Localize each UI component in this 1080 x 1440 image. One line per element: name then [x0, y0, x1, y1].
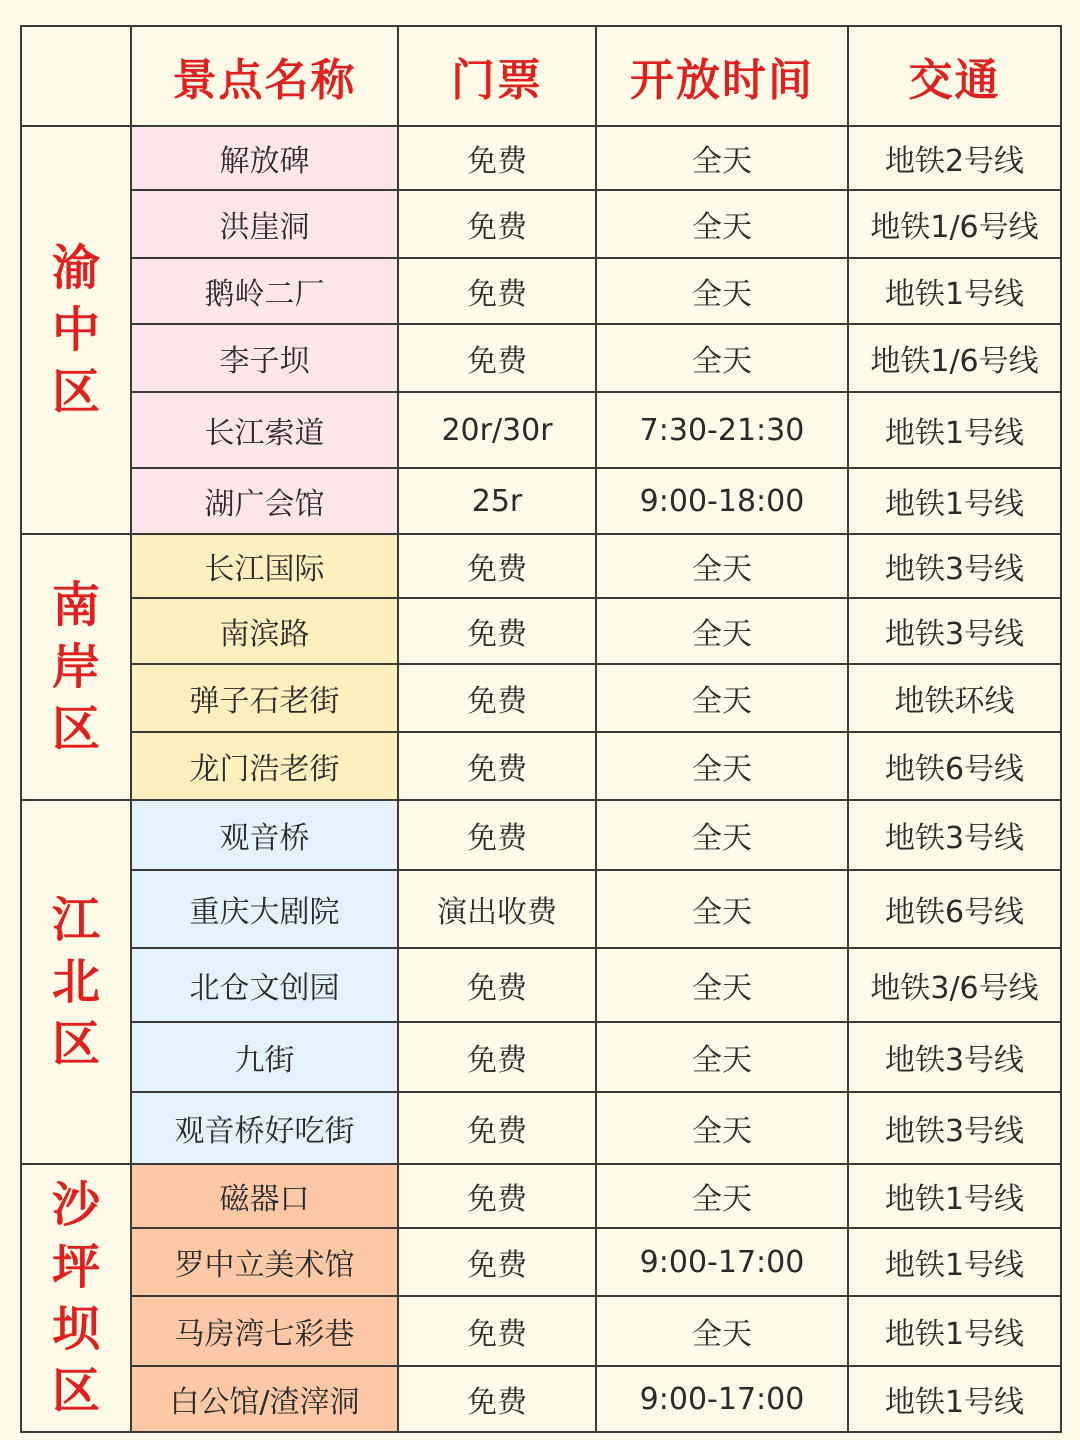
ticket-cell: 免费 — [398, 324, 596, 392]
ticket-cell: 免费 — [398, 1164, 596, 1228]
table-row — [21, 258, 1061, 324]
opening-hours-cell: 全天 — [596, 1092, 848, 1164]
attraction-name-cell: 罗中立美术馆 — [131, 1228, 398, 1296]
opening-hours-cell: 全天 — [596, 800, 848, 870]
district-label — [21, 800, 131, 1164]
transit-cell: 地铁3号线 — [848, 800, 1061, 870]
table-row — [21, 870, 1061, 948]
transit-cell: 地铁1号线 — [848, 1164, 1061, 1228]
district-label — [21, 126, 131, 534]
ticket-cell: 免费 — [398, 598, 596, 664]
ticket-cell: 免费 — [398, 948, 596, 1022]
opening-hours-cell: 全天 — [596, 732, 848, 800]
district-name: 渝中区 — [51, 240, 100, 420]
attraction-name-cell: 白公馆/渣滓洞 — [131, 1366, 398, 1432]
ticket-cell: 免费 — [398, 732, 596, 800]
transit-cell: 地铁3号线 — [848, 598, 1061, 664]
opening-hours-cell: 全天 — [596, 948, 848, 1022]
attraction-name-cell: 磁器口 — [131, 1164, 398, 1228]
header-transit: 交通 — [848, 26, 1061, 126]
table-row — [21, 948, 1061, 1022]
opening-hours-cell: 9:00-17:00 — [596, 1228, 848, 1296]
ticket-cell: 免费 — [398, 1366, 596, 1432]
opening-hours-cell: 全天 — [596, 258, 848, 324]
attraction-name-cell: 北仓文创园 — [131, 948, 398, 1022]
transit-cell: 地铁2号线 — [848, 126, 1061, 190]
transit-cell: 地铁3号线 — [848, 1022, 1061, 1092]
attraction-name-cell: 观音桥好吃街 — [131, 1092, 398, 1164]
district-name: 南岸区 — [51, 577, 100, 757]
opening-hours-cell: 全天 — [596, 664, 848, 732]
attraction-name-cell: 鹅岭二厂 — [131, 258, 398, 324]
opening-hours-cell: 9:00-17:00 — [596, 1366, 848, 1432]
table-row — [21, 1022, 1061, 1092]
opening-hours-cell: 全天 — [596, 126, 848, 190]
table-row — [21, 1228, 1061, 1296]
district-name: 沙坪坝区 — [51, 1177, 100, 1419]
opening-hours-cell: 全天 — [596, 1022, 848, 1092]
opening-hours-cell: 全天 — [596, 870, 848, 948]
ticket-cell: 免费 — [398, 190, 596, 258]
header-district — [21, 26, 131, 126]
ticket-cell: 免费 — [398, 1228, 596, 1296]
transit-cell: 地铁环线 — [848, 664, 1061, 732]
transit-cell: 地铁1号线 — [848, 258, 1061, 324]
attraction-name-cell: 长江索道 — [131, 392, 398, 468]
transit-cell: 地铁3号线 — [848, 1092, 1061, 1164]
ticket-cell: 免费 — [398, 1296, 596, 1366]
table-row — [21, 800, 1061, 870]
transit-cell: 地铁6号线 — [848, 732, 1061, 800]
header-opening-hours: 开放时间 — [596, 26, 848, 126]
attraction-name-cell: 龙门浩老街 — [131, 732, 398, 800]
ticket-cell: 免费 — [398, 258, 596, 324]
attraction-name-cell: 马房湾七彩巷 — [131, 1296, 398, 1366]
ticket-cell: 免费 — [398, 534, 596, 598]
attraction-name-cell: 九街 — [131, 1022, 398, 1092]
attraction-name-cell: 长江国际 — [131, 534, 398, 598]
ticket-cell: 免费 — [398, 1022, 596, 1092]
table-row — [21, 598, 1061, 664]
table-row — [21, 1092, 1061, 1164]
attraction-name-cell: 观音桥 — [131, 800, 398, 870]
transit-cell: 地铁1号线 — [848, 392, 1061, 468]
opening-hours-cell: 全天 — [596, 1164, 848, 1228]
district-label — [21, 1164, 131, 1432]
attraction-name-cell: 重庆大剧院 — [131, 870, 398, 948]
attraction-name-cell: 弹子石老街 — [131, 664, 398, 732]
table-row — [21, 1296, 1061, 1366]
transit-cell: 地铁3/6号线 — [848, 948, 1061, 1022]
transit-cell: 地铁6号线 — [848, 870, 1061, 948]
ticket-cell: 免费 — [398, 1092, 596, 1164]
table-row — [21, 1164, 1061, 1228]
transit-cell: 地铁1/6号线 — [848, 190, 1061, 258]
attraction-name-cell: 李子坝 — [131, 324, 398, 392]
ticket-cell: 25r — [398, 468, 596, 534]
table-row — [21, 664, 1061, 732]
transit-cell: 地铁1号线 — [848, 1228, 1061, 1296]
transit-cell: 地铁1号线 — [848, 468, 1061, 534]
opening-hours-cell: 全天 — [596, 534, 848, 598]
attraction-name-cell: 南滨路 — [131, 598, 398, 664]
opening-hours-cell: 7:30-21:30 — [596, 392, 848, 468]
opening-hours-cell: 9:00-18:00 — [596, 468, 848, 534]
header-row — [21, 26, 1061, 126]
ticket-cell: 演出收费 — [398, 870, 596, 948]
transit-cell: 地铁3号线 — [848, 534, 1061, 598]
opening-hours-cell: 全天 — [596, 190, 848, 258]
attraction-name-cell: 解放碑 — [131, 126, 398, 190]
district-label — [21, 534, 131, 800]
transit-cell: 地铁1号线 — [848, 1366, 1061, 1432]
header-ticket: 门票 — [398, 26, 596, 126]
opening-hours-cell: 全天 — [596, 598, 848, 664]
attraction-name-cell: 洪崖洞 — [131, 190, 398, 258]
table-row — [21, 468, 1061, 534]
table-row — [21, 1366, 1061, 1432]
attractions-table-sheet — [20, 25, 1060, 1430]
ticket-cell: 免费 — [398, 126, 596, 190]
ticket-cell: 免费 — [398, 800, 596, 870]
table-body — [21, 126, 1061, 1432]
transit-cell: 地铁1号线 — [848, 1296, 1061, 1366]
opening-hours-cell: 全天 — [596, 324, 848, 392]
district-name: 江北区 — [51, 892, 100, 1072]
ticket-cell: 免费 — [398, 664, 596, 732]
table-row — [21, 190, 1061, 258]
table-row — [21, 126, 1061, 190]
table-row — [21, 324, 1061, 392]
opening-hours-cell: 全天 — [596, 1296, 848, 1366]
table-row — [21, 732, 1061, 800]
header-attraction-name: 景点名称 — [131, 26, 398, 126]
attraction-name-cell: 湖广会馆 — [131, 468, 398, 534]
transit-cell: 地铁1/6号线 — [848, 324, 1061, 392]
table-row — [21, 392, 1061, 468]
attractions-table — [20, 25, 1062, 1433]
ticket-cell: 20r/30r — [398, 392, 596, 468]
table-row — [21, 534, 1061, 598]
